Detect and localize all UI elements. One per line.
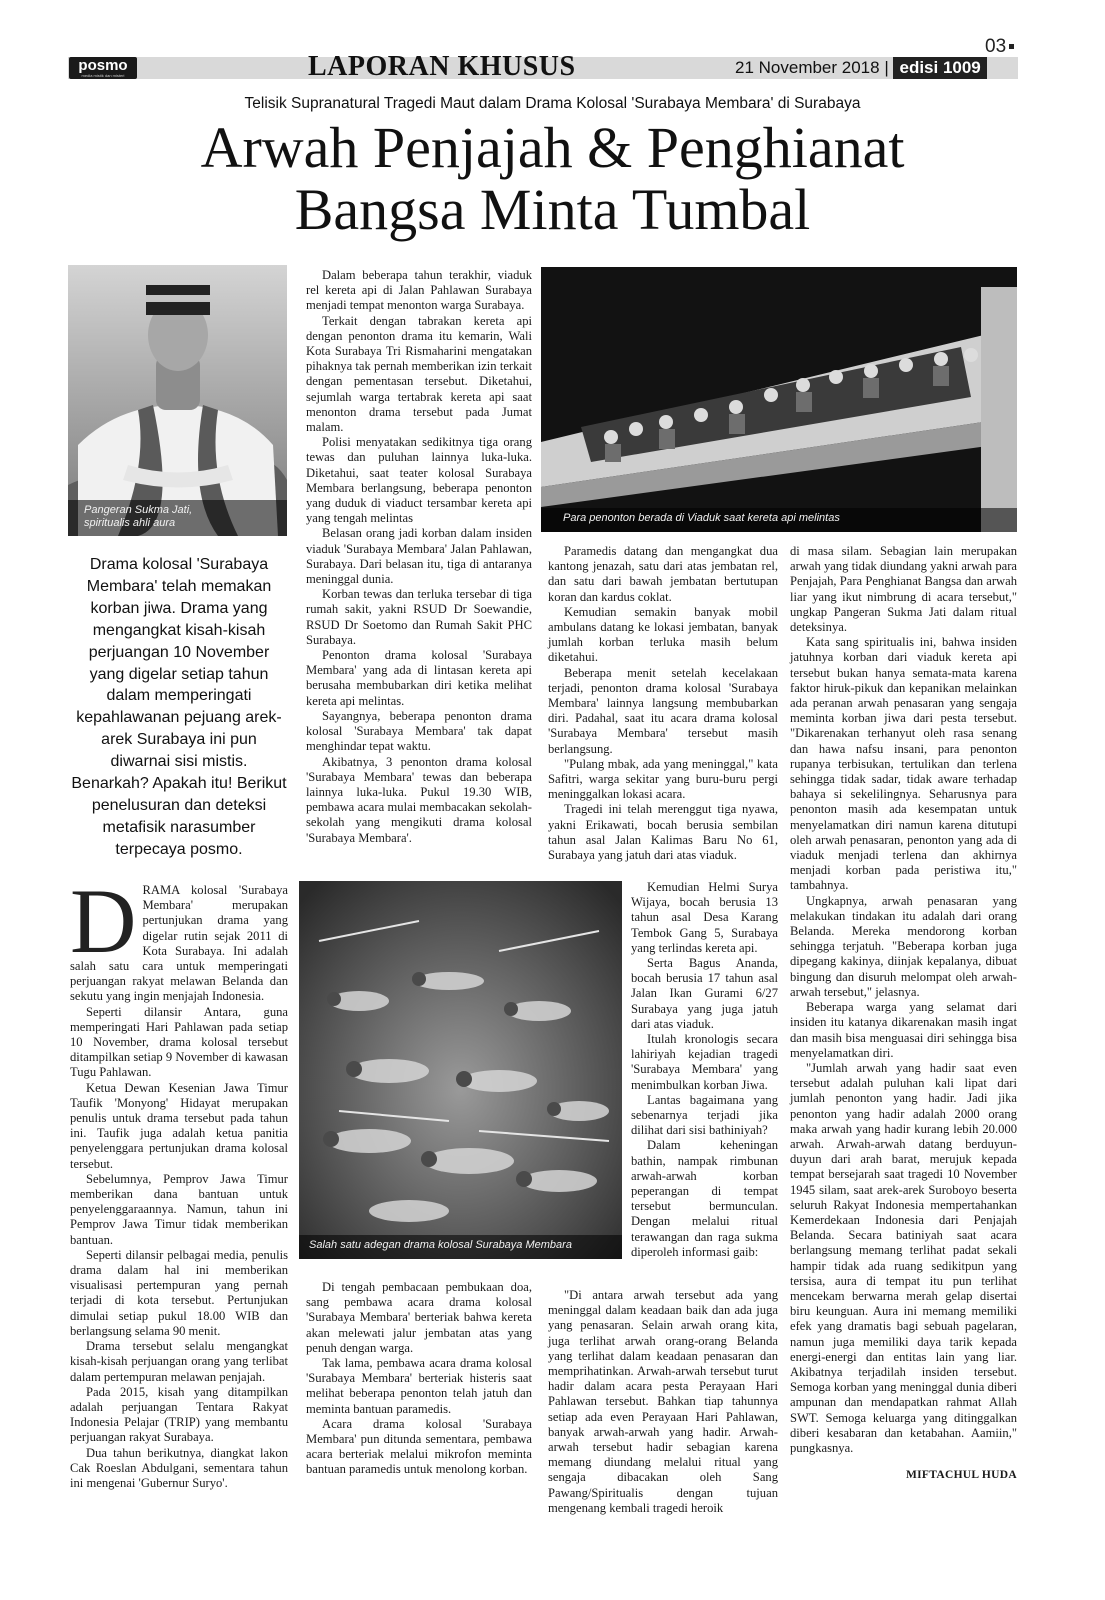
page-number-text: 03: [985, 36, 1007, 57]
scene-photo: [299, 881, 622, 1259]
col3-paragraph: "Di antara arwah tersebut ada yang meninggal dalam keadaan baik dan ada juga yang penasaran. Selain arwah orang kita, juga terlihat arwah orang-orang Belanda yang terlihat dalam keadaan penasaran dan memprihatinkan. Arwah-arwah tersebut turut hadir dalam acara pesta Perayaan Hari Pahlawan tersebut. Bahkan tiap tahunnya setiap ada even Perayaan Hari Pahlawan, banyak arwah-arwah yang hadir. Arwah-arwah tersebut hadir sebagian karena memang diundang melalui ritual yang sengaja dibacakan oleh Sang Pawang/Spiritualis dengan tujuan mengenang kembali tragedi heroik: [548, 1288, 778, 1515]
scene-caption: Salah satu adegan drama kolosal Surabaya Membara: [309, 1239, 572, 1251]
logo-text: posmo: [78, 57, 128, 74]
portrait-photo: [68, 265, 287, 536]
portrait-caption: [84, 504, 192, 530]
logo-tagline: media mistik dan misteri: [81, 73, 125, 78]
col2-paragraph: Tak lama, pembawa acara drama kolosal 'Surabaya Membara' berteriak histeris saat melihat beberapa penonton telah jatuh dan meminta bantuan paramedis.: [306, 1356, 532, 1416]
column-3-narrow: [631, 880, 778, 1260]
column-4: [790, 544, 1017, 1483]
col2-paragraph: Sayangnya, beberapa penonton drama kolosal 'Surabaya Membara' tak dapat menghindar tepat waktu.: [306, 708, 532, 754]
col3-paragraph: Dalam keheningan bathin, nampak rimbunan arwah-arwah korban peperangan di tempat tersebut bermunculan. Dengan melalui ritual terawangan dan raga sukma diperoleh informasi gaib:: [631, 1138, 778, 1259]
col1-paragraph: Sebelumnya, Pemprov Jawa Timur memberikan dana bantuan untuk penyelenggaraannya. Namun, tahun ini Pemprov Jawa Timur tidak memberikan bantuan.: [70, 1171, 288, 1247]
col4-paragraph: Ungkapnya, arwah penasaran yang melakukan tindakan itu adalah dari orang Belanda. Mereka mendorong korban sehingga terjatuh. "Beberapa korban juga dipegang kakinya, diinjak kepalanya, dibuat bingung dan disuruh melompat oleh arwah-arwah tersebut," jelasnya.: [790, 893, 1017, 999]
col3-paragraph: Beberapa menit setelah kecelakaan terjadi, penonton drama kolosal 'Surabaya Membara' lainnya langsung membubarkan diri. Padahal, saat itu acara drama kolosal 'Surabaya Membara' tersebut masih berlangsung.: [548, 665, 778, 756]
drop-cap: D: [70, 870, 137, 972]
col1-paragraph: Dua tahun berikutnya, diangkat lakon Cak Roeslan Abdulgani, sementara tahun ini mengenai 'Gubernur Suryo'.: [70, 1445, 288, 1490]
col3-paragraph: Itulah kronologis secara lahiriyah kejadian tragedi 'Surabaya Membara' yang menimbulkan korban Jiwa.: [631, 1032, 778, 1092]
col3-paragraph: Kemudian Helmi Surya Wijaya, bocah berusia 13 tahun asal Desa Karang Tembok Gang 5, Surabaya yang terlindas kereta api.: [631, 880, 778, 955]
col2-paragraph: Polisi menyatakan sedikitnya tiga orang tewas dan puluhan lainnya luka-luka. Diketahui, saat teater kolosal Surabaya Membara berlangsung, beberapa penonton yang duduk di viaduct tersambar kereta api yang tengah melintas: [306, 435, 532, 526]
viaduct-illustration: [541, 267, 1017, 532]
kicker: Telisik Supranatural Tragedi Maut dalam Drama Kolosal 'Surabaya Membara' di Surabaya: [244, 95, 861, 112]
col2-paragraph: Dalam beberapa tahun terakhir, viaduk rel kereta api di Jalan Pahlawan Surabaya menjadi tempat menonton warga Surabaya.: [306, 268, 532, 313]
logo: [69, 57, 137, 79]
column-1: [70, 870, 288, 1491]
col3-paragraph: "Pulang mbak, ada yang meninggal," kata Safitri, warga sekitar yang buru-buru pergi meninggalkan lokasi acara.: [548, 756, 778, 802]
col4-paragraph: Beberapa warga yang selamat dari insiden itu katanya dikarenakan masih ingat dan masih bisa menguasai diri sehingga bisa menyelamatkan diri.: [790, 1000, 1017, 1060]
col4-paragraph: di masa silam. Sebagian lain merupakan arwah yang tidak diundang yakni arwah para Penjajah, Para Penghianat Bangsa dan arwah liar yang ikut nimbrung di acara tersebut," ungkap Pangeran Sukma Jati dalam ritual deteksinya.: [790, 544, 1017, 635]
col3-paragraph: Lantas bagaimana yang sebenarnya terjadi jika dilihat dari sisi bathiniyah?: [631, 1092, 778, 1138]
viaduct-caption: Para penonton berada di Viaduk saat kereta api melintas: [563, 512, 840, 524]
col3-paragraph: Serta Bagus Ananda, bocah berusia 17 tahun asal Jalan Ikan Gurami 6/27 Surabaya yang juga jatuh dari atas viaduk.: [631, 956, 778, 1031]
issue-edition: edisi 1009: [893, 57, 986, 79]
headline: [0, 117, 1105, 241]
lead-summary: Drama kolosal 'Surabaya Membara' telah memakan korban jiwa. Drama yang mengangkat kisah-kisah perjuangan 10 November yang digelar setiap tahun dalam memperingati kepahlawanan pejuang arek-arek Surabaya ini pun diwarnai sisi mistis. Benarkah? Apakah itu! Berikut penelusuran dan deteksi metafisik narasumber terpecaya posmo.: [71, 556, 287, 858]
scene-illustration: [299, 881, 622, 1259]
col2-paragraph: Akibatnya, 3 penonton drama kolosal 'Surabaya Membara' tewas dan beberapa lainnya luka-luka. Pukul 19.30 WIB, pembawa acara mulai membacakan sekolah-sekolah yang mengikuti drama kolosal 'Surabaya Membara'.: [306, 754, 532, 845]
col1-paragraph: Ketua Dewan Kesenian Jawa Timur Taufik 'Monyong' Hidayat merupakan penulis untuk drama tersebut pada tahun ini. Taufik juga adalah ketua panitia penyelenggara pertunjukan drama kolosal tersebut.: [70, 1080, 288, 1171]
col3-paragraph: Tragedi ini telah merenggut tiga nyawa, yakni Erikawati, bocah berusia sembilan tahun asal Jalan Kalimas Baru No 61, Surabaya yang jatuh dari atas viaduk.: [548, 802, 778, 863]
col2-paragraph: Acara drama kolosal 'Surabaya Membara' pun ditunda sementara, pembawa acara berteriak melalui mikrofon meminta bantuan paramedis untuk menolong korban.: [306, 1416, 532, 1477]
portrait-caption-line-2: spiritualis ahli aura: [84, 517, 176, 529]
col3-paragraph: Paramedis datang dan mengangkat dua kantong jenazah, satu dari atas jembatan rel, dan satu dari bawah jembatan bertutupan koran dan kardus coklat.: [548, 544, 778, 604]
col2-paragraph: Belasan orang jadi korban dalam insiden viaduk 'Surabaya Membara' Jalan Pahlawan, Surabaya. Dari belasan itu, tiga di antaranya meninggal dunia.: [306, 526, 532, 587]
headline-line-1: Arwah Penjajah & Penghianat: [200, 115, 905, 180]
issue-info: [735, 57, 987, 79]
col2-paragraph: Penonton drama kolosal 'Surabaya Membara' yang ada di lintasan kereta api berusaha membubarkan diri ketika melihat kereta api melintas.: [306, 648, 532, 708]
column-2-bottom: [306, 1280, 532, 1478]
page-number: [985, 36, 1014, 58]
portrait-illustration: [68, 265, 287, 536]
col1-paragraph: Seperti dilansir Antara, guna memperingati Hari Pahlawan pada setiap 10 November, drama kolosal tersebut ditampilkan setiap 9 November di kawasan Tugu Pahlawan.: [70, 1004, 288, 1080]
col2-paragraph: Korban tewas dan terluka tersebar di tiga rumah sakit, yakni RSUD Dr Soewandie, RSUD Dr Soetomo dan Rumah Sakit PHC Surabaya.: [306, 587, 532, 647]
page-number-dot: [1009, 44, 1014, 49]
col1-paragraph: Drama tersebut selalu mengangkat kisah-kisah perjuangan orang yang terlibat dalam pertempuran melawan penjajah.: [70, 1339, 288, 1384]
column-2-top: [306, 268, 532, 846]
col1-paragraph: Pada 2015, kisah yang ditampilkan adalah perjuangan Tentara Rakyat Indonesia Pelajar (TRIP) yang membantu perjuangan rakyat Surabaya.: [70, 1384, 288, 1445]
portrait-caption-line-1: Pangeran Sukma Jati,: [84, 504, 193, 516]
viaduct-photo: [541, 267, 1017, 532]
col2-paragraph: Terkait dengan tabrakan kereta api dengan penonton drama itu kemarin, Wali Kota Surabaya Tri Rismaharini mengatakan pihaknya tak pernah memberikan izin terkait dengan pementasan tersebut. Diketahui, sejumlah warga tertabrak kereta api saat menonton drama tersebut pada Jumat malam.: [306, 313, 532, 435]
issue-divider: |: [884, 58, 889, 77]
issue-date: 21 November 2018: [735, 58, 880, 77]
col1-intro: RAMA kolosal 'Surabaya Membara' merupakan pertunjukan drama yang digelar rutin sejak 2011 di Kota Surabaya. Ini adalah salah satu cara untuk memperingati perjuangan rakyat melawan Belanda dan sekutu yang ingin menjajah Indonesia.: [70, 883, 288, 1004]
column-3-bottom: [548, 1288, 778, 1516]
headline-line-2: Bangsa Minta Tumbal: [294, 177, 811, 242]
byline: MIFTACHUL HUDA: [905, 1469, 1017, 1482]
column-3-top: [548, 544, 778, 863]
col4-paragraph: "Jumlah arwah yang hadir saat even tersebut adalah puluhan kali lipat dari jumlah penonton yang hadir. Jadi jika penonton yang hadir adalah 2000 orang maka arwah yang hadir kurang lebih 20.000 arwah. Arwah-arwah datang berduyun-duyun dari arah barat, merujuk kepada tempat bersejarah saat tragedi 10 November 1945 silam, saat arek-arek Suroboyo beserta seluruh Rakyat Indonesia mempertahankan Kemerdekaan Indonesia dari Penjajah Belanda. Secara batiniyah saat acara berlangsung memang terlihat padat sekali hampir tidak ada ruang sedikitpun yang tersisa, aura di tempat itu pun terlihat mencekam berwarna merah gelap disertai biru keunguan. Aura ini memang memiliki efek yang dramatis bagi sebuah pagelaran, namun juga memiliki daya tarik kepada energi-energi dan entitas lain yang liar. Akibatnya terjadilah insiden tersebut. Semoga korban yang meninggal dunia diberi ampunan dan mendapatkan rahmat Allah SWT. Semoga keluarga yang ditinggalkan diberi kesabaran dan ketabahan. Aamiin," pungkasnya.: [790, 1060, 1017, 1455]
col3-paragraph: Kemudian semakin banyak mobil ambulans datang ke lokasi jembatan, banyak jumlah korban terluka masih belum diketahui.: [548, 604, 778, 665]
col1-paragraph: Seperti dilansir pelbagai media, penulis drama dalam hal ini memberikan visualisasi pertempuran yang pernah terjadi di kota tersebut. Pertunjukan dimulai setiap pukul 18.00 WIB dan berlangsung selama 90 menit.: [70, 1247, 288, 1338]
col2-paragraph: Di tengah pembacaan pembukaan doa, sang pembawa acara drama kolosal 'Surabaya Membara' berteriak bahwa kereta akan melewati jalur jembatan atas yang penuh dengan warga.: [306, 1280, 532, 1355]
col4-paragraph: Kata sang spiritualis ini, bahwa insiden jatuhnya korban dari viaduk kereta api tersebut bukan hanya semata-mata karena faktor hiruk-pikuk dan kepanikan melainkan ada peranan arwah penasaran yang sengaja meminta korban jiwa dari pesta tersebut. "Dikarenakan terhanyut oleh rasa senang dan hawa nafsu insani, para penonton rupanya terbisukan, tertulikan dan terlena sehingga tidak sadar, tidak aware terhadap bahaya si sekelilingnya. Seharusnya para penonton masih ada kesempatan untuk menyelamatkan diri namun karena ditutupi oleh arwah penasaran, penonton yang ada di viaduk menjadi terlena dan akhirnya menjadi korban pada peristiwa itu," tambahnya.: [790, 635, 1017, 893]
section-title: LAPORAN KHUSUS: [308, 51, 576, 82]
